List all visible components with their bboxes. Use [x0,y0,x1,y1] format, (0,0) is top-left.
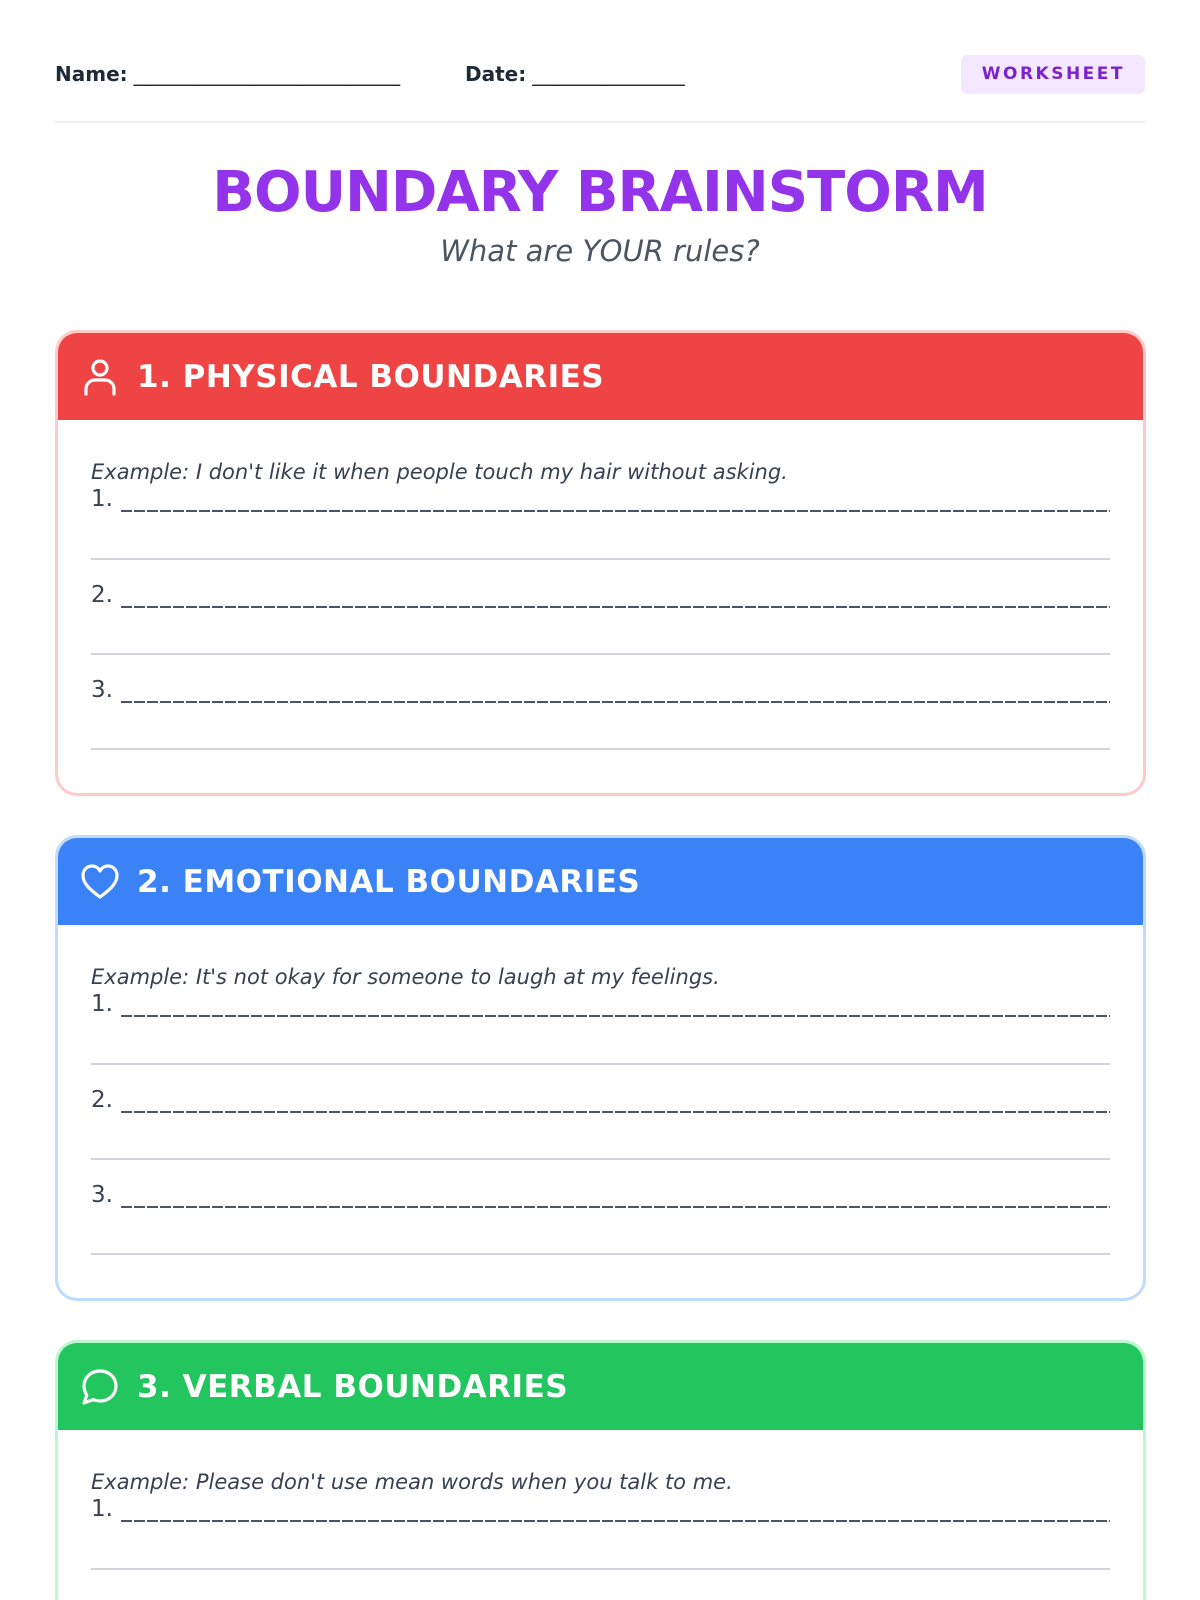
answer-line[interactable] [91,560,1110,655]
date-blank[interactable]: ________________ [532,62,685,86]
heart-icon [80,862,120,902]
answer-number: 3. [91,677,113,703]
answer-line[interactable] [91,1065,1110,1160]
speech-bubble-icon [80,1367,120,1407]
section-emotional-boundaries [55,835,1146,1301]
date-label: Date: [465,62,527,86]
section-body [58,925,1143,1255]
answer-number: 1. [91,991,113,1017]
answer-blank[interactable] [121,1188,1110,1208]
section-header [58,1343,1143,1430]
section-body [58,420,1143,750]
answer-number: 1. [91,486,113,512]
answer-number: 2. [91,582,113,608]
answer-blank[interactable] [121,1093,1110,1113]
answer-blank[interactable] [121,997,1110,1017]
worksheet-badge: WORKSHEET [961,55,1145,94]
example-text: Example: I don't like it when people touch my hair without asking. [91,460,788,484]
name-label: Name: [55,62,128,86]
example-text: Example: It's not okay for someone to laugh at my feelings. [91,965,720,989]
section-verbal-boundaries [55,1340,1146,1600]
page-title: BOUNDARY BRAINSTORM [212,160,988,225]
header-divider [55,121,1145,123]
example-text: Example: Please don't use mean words when you talk to me. [91,1470,733,1494]
answer-number: 1. [91,1496,113,1522]
answer-line[interactable] [91,1160,1110,1255]
name-field[interactable] [55,62,460,86]
section-title: 1. PHYSICAL BOUNDARIES [137,358,605,395]
section-header [58,838,1143,925]
name-blank[interactable]: ____________________________ [133,62,400,86]
answer-blank[interactable] [121,492,1110,512]
answer-blank[interactable] [121,1502,1110,1522]
date-field[interactable] [465,62,684,86]
page-subtitle: What are YOUR rules? [440,234,760,268]
answer-number: 2. [91,1087,113,1113]
answer-line[interactable] [91,991,1110,1065]
header-row [55,54,1145,94]
answer-blank[interactable] [121,588,1110,608]
answer-blank[interactable] [121,683,1110,703]
section-header [58,333,1143,420]
person-icon [80,357,120,397]
section-physical-boundaries [55,330,1146,796]
section-body [58,1430,1143,1570]
section-title: 2. EMOTIONAL BOUNDARIES [137,863,641,900]
answer-number: 3. [91,1182,113,1208]
answer-line[interactable] [91,1496,1110,1570]
answer-line[interactable] [91,655,1110,750]
answer-line[interactable] [91,486,1110,560]
section-title: 3. VERBAL BOUNDARIES [137,1368,569,1405]
